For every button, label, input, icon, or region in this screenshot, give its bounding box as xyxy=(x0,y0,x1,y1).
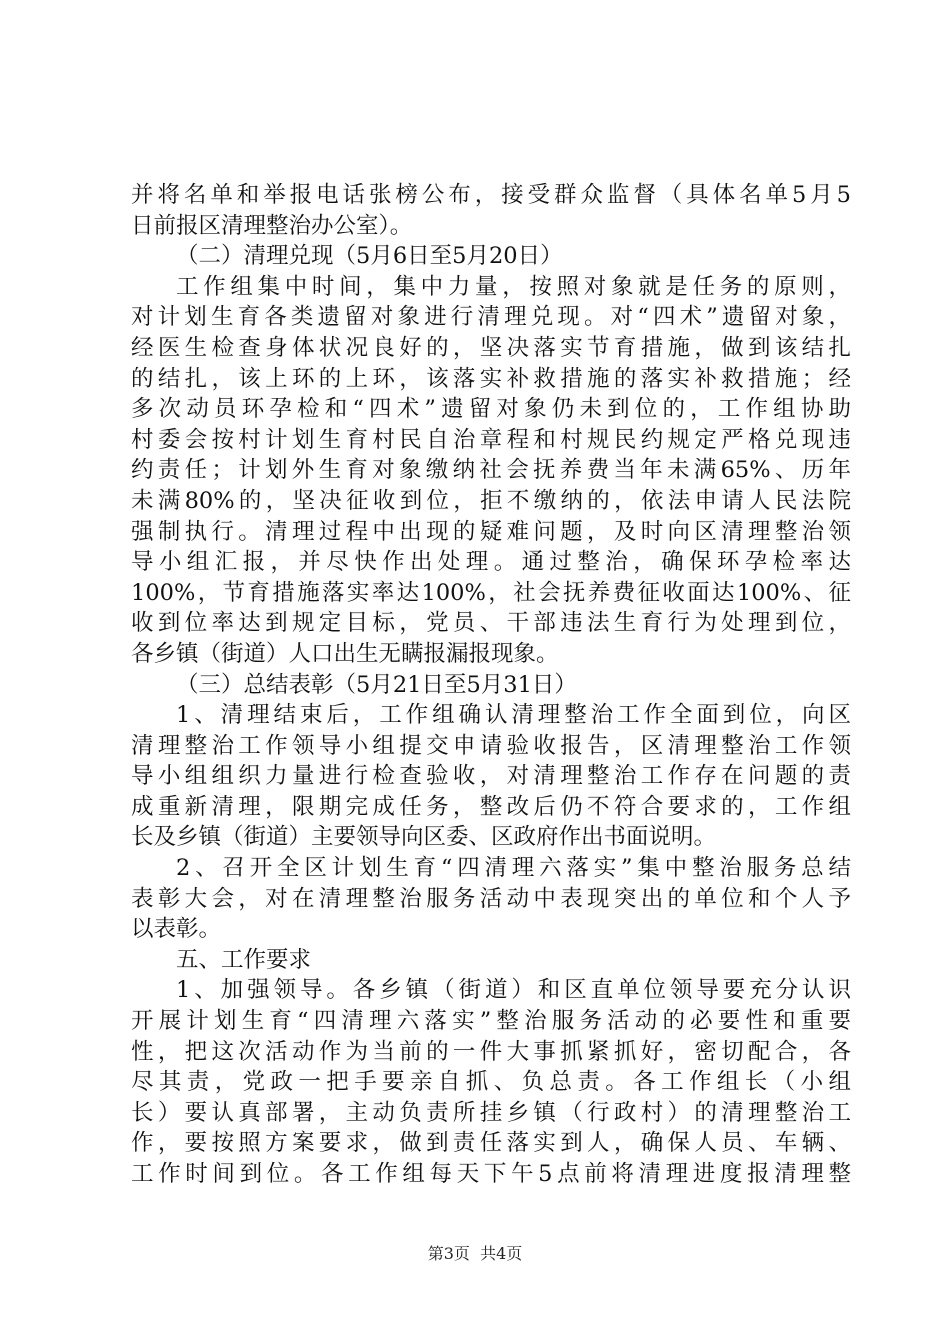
text-line: 100%，节育措施落实率达100%，社会抚养费征收面达100%、征 xyxy=(131,579,851,606)
text-line: 经医生检查身体状况良好的，坚决落实节育措施，做到该结扎 xyxy=(131,334,851,361)
text-line: 1、加强领导。各乡镇（街道）和区直单位领导要充分认识 xyxy=(176,977,851,1004)
text-line: 未满80%的，坚决征收到位，拒不缴纳的，依法申请人民法院 xyxy=(131,487,851,514)
text-line: 导小组组织力量进行检查验收，对清理整治工作存在问题的责 xyxy=(131,763,851,790)
text-line: 尽其责，党政一把手要亲自抓、负总责。各工作组长（小组 xyxy=(131,1069,851,1096)
text-line: 表彰大会，对在清理整治服务活动中表现突出的单位和个人予 xyxy=(131,885,851,912)
document-body xyxy=(131,180,851,1190)
text-line: 作，要按照方案要求，做到责任落实到人，确保人员、车辆、 xyxy=(131,1130,851,1157)
page-footer: 第3页 共4页 xyxy=(427,1244,523,1263)
text-line: 1、清理结束后，工作组确认清理整治工作全面到位，向区 xyxy=(176,702,851,729)
text-line: 清理整治工作领导小组提交申请验收报告，区清理整治工作领 xyxy=(131,732,851,759)
text-line: 多次动员环孕检和“四术”遗留对象仍未到位的，工作组协助 xyxy=(131,396,851,423)
text-line: 长）要认真部署，主动负责所挂乡镇（行政村）的清理整治工 xyxy=(131,1099,851,1126)
text-line: 的结扎，该上环的上环，该落实补救措施的落实补救措施；经 xyxy=(131,365,851,392)
text-line: 日前报区清理整治办公室）。 xyxy=(131,212,413,239)
text-line: 工作组集中时间，集中力量，按照对象就是任务的原则， xyxy=(176,273,851,300)
text-line: 约责任；计划外生育对象缴纳社会抚养费当年未满65%、历年 xyxy=(131,457,851,484)
text-line: （二）清理兑现（5月6日至5月20日） xyxy=(176,243,563,270)
text-line: 导小组汇报，并尽快作出处理。通过整治，确保环孕检率达 xyxy=(131,549,851,576)
text-line: 收到位率达到规定目标，党员、干部违法生育行为处理到位， xyxy=(131,610,851,637)
text-line: 成重新清理，限期完成任务，整改后仍不符合要求的，工作组 xyxy=(131,793,851,820)
text-line: 2、召开全区计划生育“四清理六落实”集中整治服务总结 xyxy=(176,855,851,882)
text-line: 长及乡镇（街道）主要领导向区委、区政府作出书面说明。 xyxy=(131,824,717,851)
text-line: 对计划生育各类遗留对象进行清理兑现。对“四术”遗留对象， xyxy=(131,304,851,331)
text-line: 各乡镇（街道）人口出生无瞒报漏报现象。 xyxy=(131,640,559,667)
text-line: 强制执行。清理过程中出现的疑难问题，及时向区清理整治领 xyxy=(131,518,851,545)
text-line: 开展计划生育“四清理六落实”整治服务活动的必要性和重要 xyxy=(131,1008,851,1035)
text-line: 以表彰。 xyxy=(131,916,222,943)
text-line: 并将名单和举报电话张榜公布，接受群众监督（具体名单5月5 xyxy=(131,182,851,208)
text-line: 村委会按村计划生育村民自治章程和村规民约规定严格兑现违 xyxy=(131,426,851,453)
text-line: 性，把这次活动作为当前的一件大事抓紧抓好，密切配合，各 xyxy=(131,1038,851,1065)
text-line: 五、工作要求 xyxy=(176,946,312,973)
text-line: （三）总结表彰（5月21日至5月31日） xyxy=(176,671,577,698)
text-line: 工作时间到位。各工作组每天下午5点前将清理进度报清理整 xyxy=(131,1161,851,1187)
